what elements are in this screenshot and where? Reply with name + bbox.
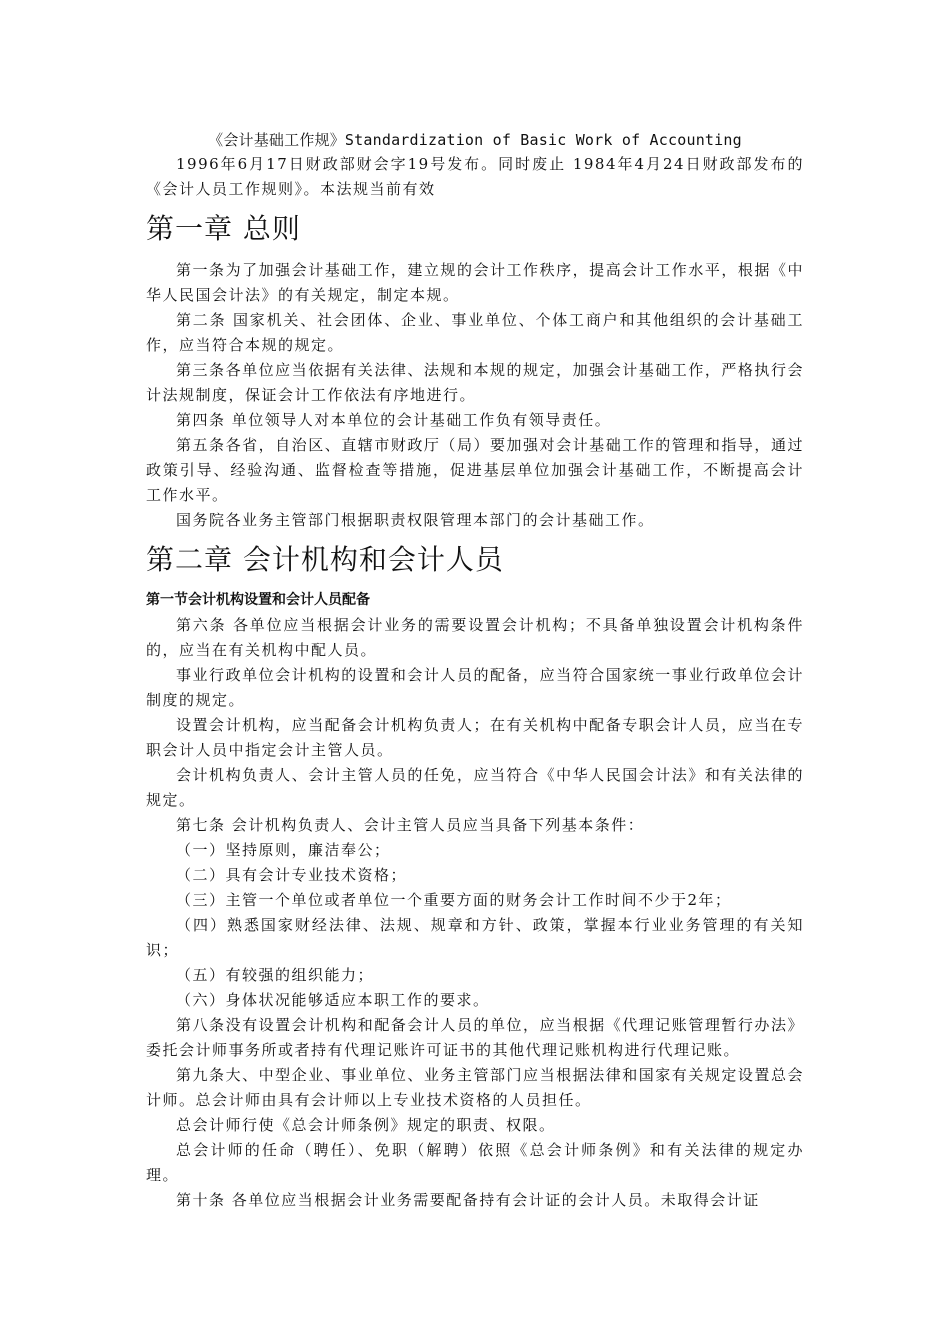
list-item: （二）具有会计专业技术资格； [176, 866, 408, 884]
article-3: 第三条各单位应当依据有关法律、法规和本规的规定，加强会计基础工作，严格执行会计法规制度，保证会计工作依法有序地进行。 [146, 361, 804, 404]
paragraph: 会计机构负责人、会计主管人员的任免，应当符合《中华人民国会计法》和有关法律的规定。 [146, 766, 804, 809]
paragraph: 事业行政单位会计机构的设置和会计人员的配备，应当符合国家统一事业行政单位会计制度的规定。 [146, 666, 804, 709]
article-9: 第九条大、中型企业、事业单位、业务主管部门应当根据法律和国家有关规定设置总会计师。总会计师由具有会计师以上专业技术资格的人员担任。 [146, 1066, 804, 1109]
document-title: 《会计基础工作规》Standardization of Basic Work of Accounting [208, 131, 742, 149]
article-2: 第二条 国家机关、社会团体、企业、事业单位、个体工商户和其他组织的会计基础工作，应当符合本规的规定。 [146, 311, 804, 354]
paragraph: 总会计师的任命（聘任）、免职（解聘）依照《总会计师条例》和有关法律的规定办理。 [146, 1141, 804, 1184]
list-item: （五）有较强的组织能力； [176, 966, 375, 984]
article-1: 第一条为了加强会计基础工作，建立规的会计工作秩序，提高会计工作水平，根据《中华人民国会计法》的有关规定，制定本规。 [146, 261, 804, 304]
article-5-continued: 国务院各业务主管部门根据职责权限管理本部门的会计基础工作。 [176, 511, 655, 529]
list-item: （四）熟悉国家财经法律、法规、规章和方针、政策，掌握本行业业务管理的有关知识； [146, 916, 804, 959]
document-page [146, 128, 804, 1213]
article-6: 第六条 各单位应当根据会计业务的需要设置会计机构；不具备单独设置会计机构条件的，应当在有关机构中配人员。 [146, 616, 804, 659]
chapter-2-heading: 第二章 会计机构和会计人员 [146, 543, 504, 576]
article-5: 第五条各省，自治区、直辖市财政厅（局）要加强对会计基础工作的管理和指导，通过政策引导、经验沟通、监督检查等措施，促进基层单位加强会计基础工作，不断提高会计工作水平。 [146, 436, 804, 504]
list-item: （三）主管一个单位或者单位一个重要方面的财务会计工作时间不少于2年； [176, 891, 732, 909]
article-7: 第七条 会计机构负责人、会计主管人员应当具备下列基本条件： [176, 816, 645, 834]
article-8: 第八条没有设置会计机构和配备会计人员的单位，应当根据《代理记账管理暂行办法》委托会计师事务所或者持有代理记账许可证书的其他代理记账机构进行代理记账。 [146, 1016, 804, 1059]
intro-paragraph: 1996年6月17日财政部财会字19号发布。同时废止 1984年4月24日财政部发布的《会计人员工作规则》。本法规当前有效 [146, 155, 804, 198]
list-item: （六）身体状况能够适应本职工作的要求。 [176, 991, 490, 1009]
article-10: 第十条 各单位应当根据会计业务需要配备持有会计证的会计人员。未取得会计证 [176, 1191, 760, 1209]
article-4: 第四条 单位领导人对本单位的会计基础工作负有领导责任。 [176, 411, 612, 429]
section-1-heading: 第一节会计机构设置和会计人员配备 [146, 592, 370, 608]
paragraph: 设置会计机构，应当配备会计机构负责人；在有关机构中配备专职会计人员，应当在专职会计人员中指定会计主管人员。 [146, 716, 804, 759]
paragraph: 总会计师行使《总会计师条例》规定的职责、权限。 [176, 1116, 556, 1134]
chapter-1-heading: 第一章 总则 [146, 212, 301, 245]
list-item: （一）坚持原则，廉洁奉公； [176, 841, 391, 859]
